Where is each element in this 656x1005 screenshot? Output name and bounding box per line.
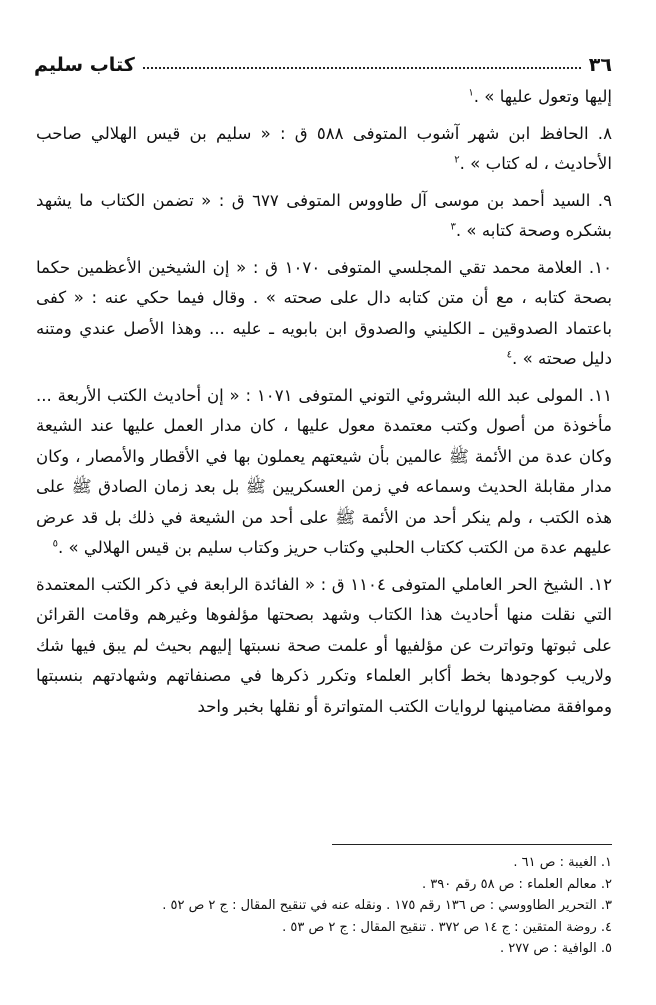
footnote: ١. الغيبة : ص ٦١ . — [513, 855, 612, 870]
footnote-ref: ١ — [468, 87, 474, 99]
paragraph — [36, 82, 612, 113]
paragraph — [36, 253, 612, 375]
page-header — [34, 46, 612, 76]
page-number: ٣٦ — [588, 54, 612, 76]
footnotes — [36, 852, 612, 960]
paragraph-text: ١٢. الشيخ الحر العاملي المتوفى ١١٠٤ ق : « الفائدة الرابعة في ذكر الكتب المعتمدة التي نقلت منها أحاديث هذا الكتاب وشهد بصحتها مؤلفوها وغيرهم وقامت القرائن على ثبوتها وتواترت عن مؤلفيها أو علمت صحة نسبتها إليهم بحيث لم يبق فيها شك ولاريب كوجودها بخط أكابر العلماء وتكرر ذكرها في مصنفاتهم وشهادتهم بنسبتها وموافقة مضامينها لروايات الكتب المتواترة أو نقلها بخبر واحد — [36, 574, 612, 716]
footnote-ref: ٢ — [454, 154, 460, 166]
footnote: ٣. التحرير الطاووسي : ص ١٣٦ رقم ١٧٥ . ونقله عنه في تنقيح المقال : ج ٢ ص ٥٢ . — [162, 898, 612, 913]
paragraph — [36, 119, 612, 180]
paragraph — [36, 186, 612, 247]
main-text — [36, 82, 612, 728]
paragraph-text: إليها وتعول عليها » . — [473, 87, 612, 106]
footnote-ref: ٣ — [450, 221, 456, 233]
paragraph — [36, 381, 612, 564]
paragraph — [36, 570, 612, 723]
footnote-divider — [332, 844, 612, 845]
paragraph-text: ٩. السيد أحمد بن موسى آل طاووس المتوفى ٦٧٧ ق : « تضمن الكتاب ما يشهد بشكره وصحة كتابه » . — [36, 190, 613, 240]
paragraph-text: ٨. الحافظ ابن شهر آشوب المتوفى ٥٨٨ ق : « سليم بن قيس الهلالي صاحب الأحاديث ، له كتاب » . — [36, 123, 612, 173]
footnote-ref: ٤ — [506, 349, 513, 361]
paragraph-text: ١٠. العلامة محمد تقي المجلسي المتوفى ١٠٧٠ ق : « إن الشيخين الأعظمين حكما بصحة كتابه ، مع أن متن كتابه دال على صحته » . وقال فيما حكي عنه : « كفى باعتماد الصدوقين ـ الكليني والصدوق ابن بابويه ـ عليه ... وهذا الأصل عندي ومتنه دليل صحته » . — [36, 257, 612, 368]
header-dotted-leader — [143, 67, 581, 69]
paragraph-text: ١١. المولى عبد الله البشروئي التوني المتوفى ١٠٧١ : « إن أحاديث الكتب الأربعة ... مأخوذة من أصول وكتب معتمدة معول عليها ، كان مدار العمل عليها عند الشيعة وكان عدة من الأئمة ﷺ عالمين بأن شيعتهم يعملون بها في الأقطار والأمصار ، وكان مدار مقابلة الحديث وسماعه في زمن العسكريين ﷺ بل بعد زمان الصادق ﷺ على هذه الكتب ، ولم ينكر أحد من الأئمة ﷺ على أحد من الشيعة في ذلك بل قد عرض عليهم عدة من الكتب ككتاب الحلبي وكتاب حريز وكتاب سليم بن قيس الهلالي » . — [36, 385, 612, 557]
book-title: كتاب سليم — [34, 54, 135, 76]
footnote: ٤. روضة المتقين : ج ١٤ ص ٣٧٢ . تنقيح المقال : ج ٢ ص ٥٣ . — [282, 919, 612, 935]
footnote: ٥. الوافية : ص ٢٧٧ . — [500, 941, 612, 956]
footnote-ref: ٥ — [52, 538, 58, 550]
footnote: ٢. معالم العلماء : ص ٥٨ رقم ٣٩٠ . — [421, 876, 612, 892]
